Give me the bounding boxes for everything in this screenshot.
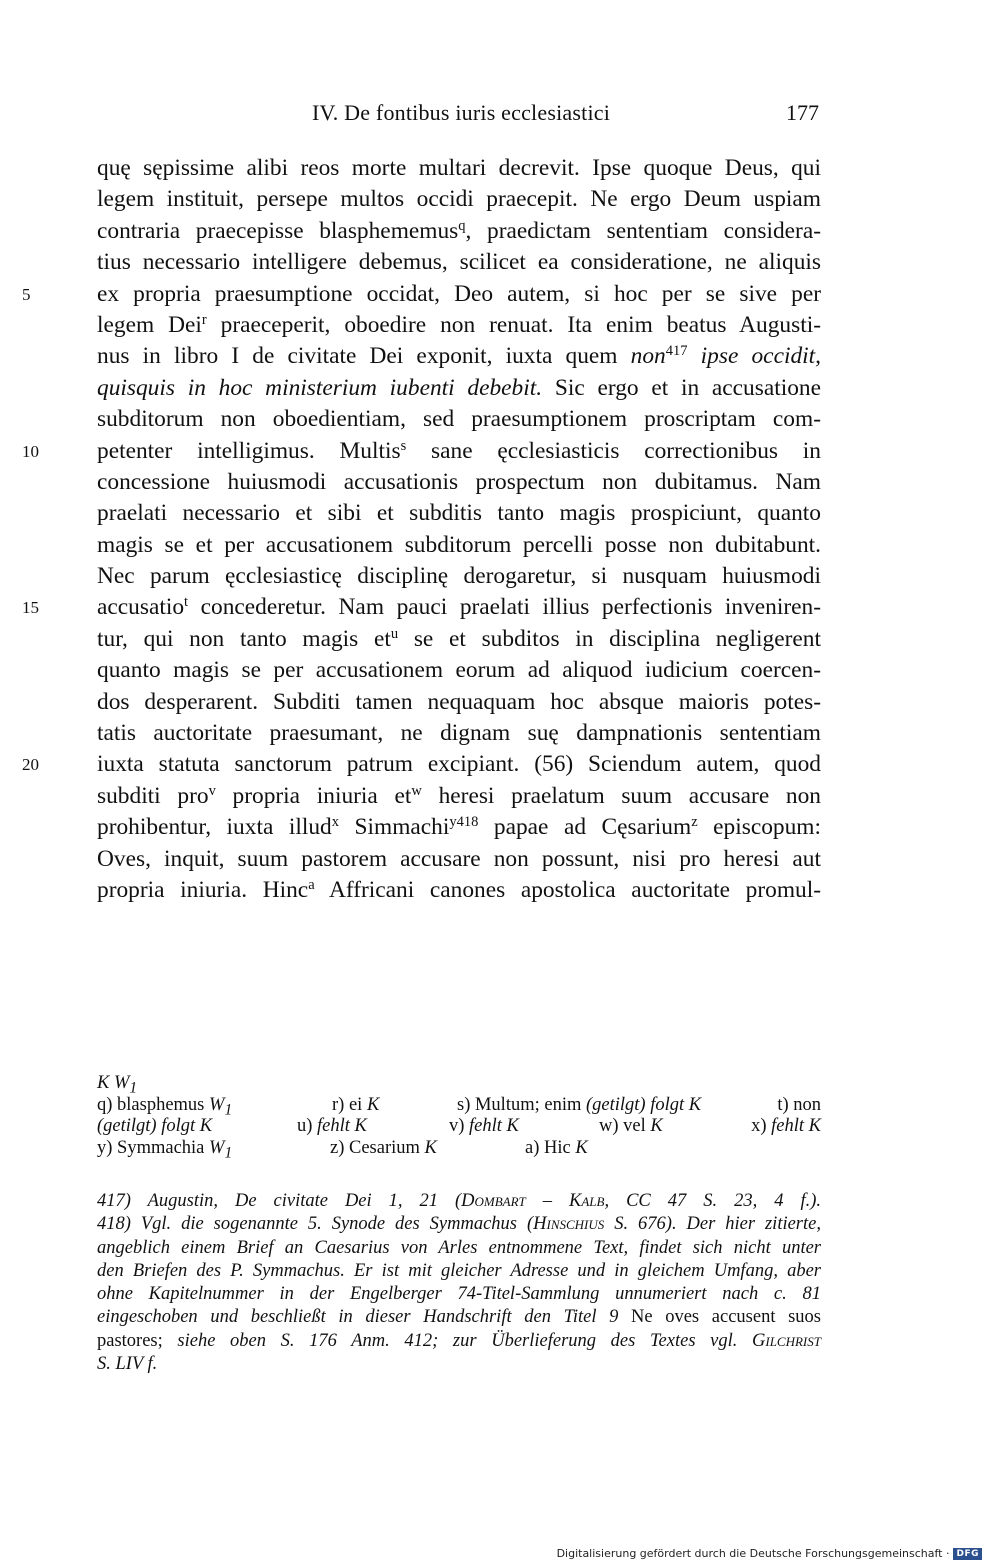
text-line [97,812,821,843]
line-text: prohibentur, iuxta illud$^x$ Simmachi$^{y418}$ papae ad Cęsarium$^z$ episcopum: [97,814,821,841]
line-text: petenter intelligimus. Multis$^s$ sane ęcclesiasticis correctionibus in [97,437,821,464]
footnote-line: eingeschoben und beschließt in dieser Handschrift den Titel 9 Ne oves accusent suos [97,1307,821,1328]
line-number: 15 [22,598,39,618]
line-text: Nec parum ęcclesiasticę disciplinę derogaretur, si nusquam huiusmodi [97,563,821,590]
line-text: contraria praecepisse blasphememus$^q$, praedictam sententiam considera- [97,217,822,244]
main-text-block [22,153,822,906]
line-text: quisquis in hoc ministerium iubenti debebit. Sic ergo et in accusatione [97,374,822,401]
text-line [97,624,821,655]
line-text: nus in libro I de civitate Dei exponit, iuxta quem non$^{417}$ ipse occidit, [97,343,821,370]
apparatus-entry-u: u) fehlt K [297,1116,367,1136]
dfg-credit [557,1547,982,1560]
text-line [97,687,821,718]
line-text: Oves, inquit, suum pastorem accusare non possunt, nisi pro heresi aut [97,845,821,872]
text-line [97,561,821,592]
running-head [97,100,819,134]
line-text: dos desperarent. Subditi tamen nequaquam hoc absque maioris potes- [97,688,821,715]
apparatus-entry-y: y) Symmachia $W_1$ [97,1137,233,1162]
footnote-line: 417) Augustin, De civitate Dei 1, 21 (Dombart – Kalb, CC 47 S. 23, 4 f.). [97,1191,821,1211]
line-text: subditorum non oboedientiam, sed praesumptionem proscriptam com- [97,406,821,433]
line-text: legem instituit, persepe multos occidi praecepit. Ne ergo Deum uspiam [97,186,821,213]
text-line [97,530,821,561]
line-text: praelati necessario et sibi et subditis tanto magis prospiciunt, quanto [97,500,821,527]
line-text: quanto magis se per accusationem eorum ad aliquod iudicium coercen- [97,657,821,684]
text-line [22,279,821,310]
text-line [97,373,821,404]
footnotes [97,1190,821,1376]
apparatus-sigla [97,1073,821,1095]
apparatus-entry-t-cont: (getilgt) folgt K [97,1116,213,1136]
text-line [97,498,821,529]
dfg-logo-icon: DFG [953,1548,982,1560]
apparatus-sigla-text: K $W_1$ [97,1073,138,1097]
footnote-line: S. LIV f. [97,1354,158,1375]
footnote-line: angeblich einem Brief an Caesarius von Arles entnommene Text, findet sich nicht unter [97,1237,821,1258]
line-number: 20 [22,755,39,775]
apparatus-line-2 [97,1116,821,1138]
text-line [97,404,821,435]
text-line [97,247,821,278]
text-line [22,592,821,623]
line-text: concessione huiusmodi accusationis prospectum non dubitamus. Nam [97,468,821,495]
credit-text: Digitalisierung gefördert durch die Deutsche Forschungsgemeinschaft · [556,1547,950,1560]
text-line [22,749,821,780]
line-text: subditi pro$^v$ propria iniuria $et^w$ heresi praelatum suum accusare non [97,782,821,809]
line-text: tius necessario intelligere debemus, scilicet ea consideratione, ne aliquis [97,249,821,276]
apparatus-entry-q: q) blasphemus $W_1$ [97,1094,233,1119]
line-text: tur, qui non tanto magis $et^u$ se et subditos in disciplina negligerent [97,625,821,652]
critical-apparatus [97,1073,821,1162]
apparatus-entry-r: r) ei K [332,1094,380,1115]
line-text: magis se et per accusationem subditorum percelli posse non dubitabunt. [97,531,821,558]
line-text: tatis auctoritate praesumant, ne dignam suę dampnationis sententiam [97,720,821,747]
text-line [97,216,821,247]
text-line [97,184,821,215]
text-line [97,718,821,749]
text-line [97,844,821,875]
apparatus-entry-z: z) Cesarium K [330,1137,437,1158]
footnote-line: ohne Kapitelnummer in der Engelberger 74-Titel-Sammlung unnumeriert nach c. 81 [97,1284,821,1305]
text-line [97,467,821,498]
line-text: iuxta statuta sanctorum patrum excipiant. (56) Sciendum autem, quod [97,751,821,778]
line-number: 10 [22,441,39,461]
footnote-line: 418) Vgl. die sogenannte 5. Synode des Symmachus (Hinschius S. 676). Der hier zitierte, [97,1214,821,1235]
line-number: 5 [22,284,31,304]
apparatus-line-1 [97,1095,821,1117]
apparatus-entry-w: w) vel K [599,1116,663,1136]
footnote-line: den Briefen des P. Symmachus. Er ist mit gleicher Adresse und in gleichem Umfang, aber [97,1260,821,1281]
apparatus-entry-v: v) fehlt K [449,1116,519,1136]
text-line [22,436,821,467]
apparatus-entry-s: s) Multum; enim (getilgt) folgt K [457,1094,702,1115]
line-text: propria iniuria. Hinc$^a$ Affricani canones apostolica auctoritate promul- [97,876,821,903]
text-line [97,310,821,341]
apparatus-entry-t: t) non [777,1094,821,1115]
text-line [97,655,821,686]
line-text: quę sępissime alibi reos morte multari decrevit. Ipse quoque Deus, qui [97,155,821,181]
apparatus-entry-x: x) fehlt K [751,1116,821,1136]
text-line [97,153,821,184]
text-line [97,875,821,906]
line-text: accusatio$^t$ concederetur. Nam pauci praelati illius perfectionis inveniren- [97,594,821,621]
text-line [97,781,821,812]
line-text: legem Dei$^r$ praeceperit, oboedire non renuat. Ita enim beatus Augusti- [97,311,821,338]
running-title: IV. De fontibus iuris ecclesiastici [312,100,611,125]
text-line [97,341,821,372]
apparatus-line-3 [97,1138,821,1160]
apparatus-entry-a: a) Hic K [525,1137,588,1158]
footnote-line: pastores; siehe oben S. 176 Anm. 412; zur Überlieferung des Textes vgl. Gilchrist [97,1330,821,1351]
line-text: ex propria praesumptione occidat, Deo autem, si hoc per se sive per [97,280,821,307]
page-number: 177 [786,100,819,125]
